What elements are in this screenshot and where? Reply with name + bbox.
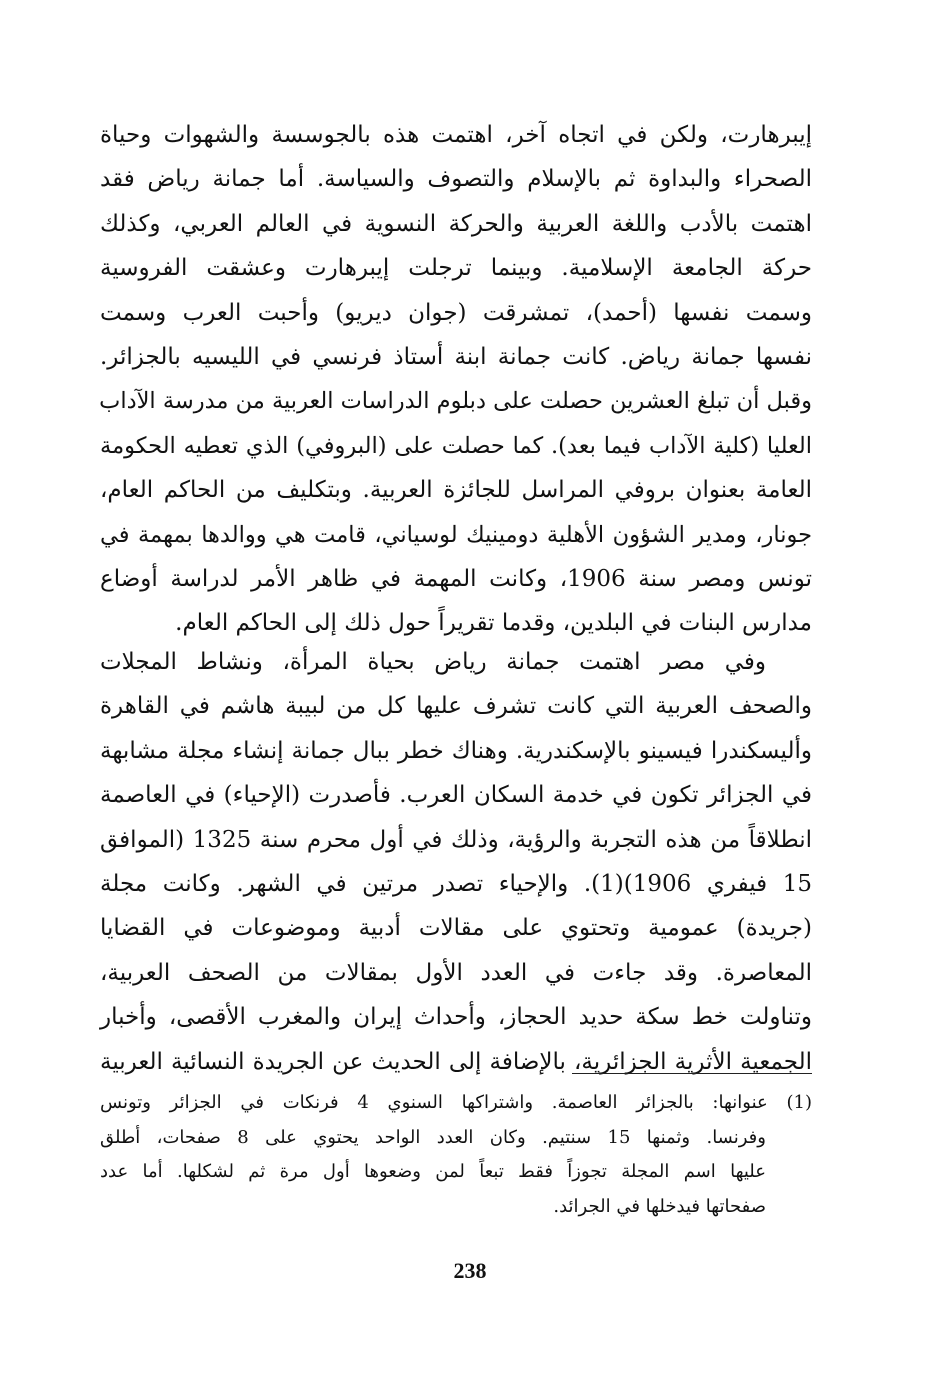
text-line: العليا (كلية الآداب فيما بعد). كما حصلت على (البروفي) الذي تعطيه الحكومة: [100, 432, 812, 459]
text-line: وقبل أن تبلغ العشرين حصلت على دبلوم الدراسات العربية من مدرسة الآداب: [99, 388, 812, 415]
footnote-line: وفرنسا. وثمنها 15 سنتيم. وكان العدد الواحد يحتوي على 8 صفحات، أطلق: [100, 1126, 766, 1148]
text-line: نفسها جمانة رياض. كانت جمانة ابنة أستاذ فرنسي في الليسيه بالجزائر.: [100, 343, 812, 370]
footnote-line: صفحاتها فيدخلها في الجرائد.: [553, 1195, 766, 1217]
text-line: 15 فيفري 1906)(1). والإحياء تصدر مرتين في الشهر. وكانت مجلة: [100, 870, 812, 897]
text-line: الصحراء والبداوة ثم بالإسلام والتصوف والسياسة. أما جمانة رياض فقد: [100, 166, 812, 193]
text-line: المعاصرة. وقد جاءت في العدد الأول بمقالات من الصحف العربية،: [100, 959, 812, 986]
text-line: انطلاقاً من هذه التجربة والرؤية، وذلك في أول محرم سنة 1325 (الموافق: [100, 826, 812, 853]
text-line: الجمعية الأثرية الجزائرية، بالإضافة إلى الحديث عن الجريدة النسائية العربية: [100, 1048, 812, 1075]
text-line: وسمت نفسها (أحمد)، تمشرقت (جوان ديريو) وأحبت العرب وسمت: [100, 299, 812, 326]
footnote-divider: [572, 1073, 812, 1074]
page-number: 238: [453, 1258, 487, 1283]
footnote: [100, 1086, 812, 1224]
footnote-line: (1) عنوانها: بالجزائر العاصمة. واشتراكها السنوي 4 فرنكات في الجزائر وتونس: [100, 1092, 812, 1113]
text-line: إيبرهارت، ولكن في اتجاه آخر، اهتمت هذه بالجوسسة والشهوات وحياة: [100, 122, 812, 148]
text-line: تونس ومصر سنة 1906، وكانت المهمة في ظاهر الأمر لدراسة أوضاع: [100, 565, 812, 592]
text-line: وأليسكندرا فيسينو بالإسكندرية. وهناك خطر ببال جمانة إنشاء مجلة مشابهة: [100, 737, 812, 764]
paragraph-2: [100, 640, 812, 1084]
text-line: جونار، ومدير الشؤون الأهلية دومينيك لوسياني، قامت هي ووالدها بمهمة في: [100, 521, 812, 548]
text-line: حركة الجامعة الإسلامية. وبينما ترجلت إيبرهارت وعشقت الفروسية: [100, 255, 812, 282]
paragraph-1: [100, 113, 812, 646]
text-line: في الجزائر تكون في خدمة السكان العرب. فأصدرت (الإحياء) في العاصمة: [100, 782, 812, 809]
text-line: والصحف العربية التي كانت تشرف عليها كل من لبيبة هاشم في القاهرة: [100, 693, 812, 720]
text-line: (جريدة) عمومية وتحتوي على مقالات أدبية وموضوعات في القضايا: [100, 915, 812, 942]
text-line: وفي مصر اهتمت جمانة رياض بحياة المرأة، ونشاط المجلات: [100, 649, 766, 675]
text-line: مدارس البنات في البلدين، وقدما تقريراً حول ذلك إلى الحاكم العام.: [175, 610, 812, 637]
text-line: وتناولت خط سكة حديد الحجاز، وأحداث إيران والمغرب الأقصى، وأخبار: [100, 1004, 812, 1031]
text-line: العامة بعنوان بروفي المراسل للجائزة العربية. وبتكليف من الحاكم العام،: [100, 477, 812, 504]
text-line: اهتمت بالأدب واللغة العربية والحركة النسوية في العالم العربي، وكذلك: [100, 210, 812, 237]
footnote-line: عليها اسم المجلة تجوزاً فقط تبعاً لمن وضعوها أول مرة ثم لشكلها. أما عدد: [100, 1161, 766, 1182]
